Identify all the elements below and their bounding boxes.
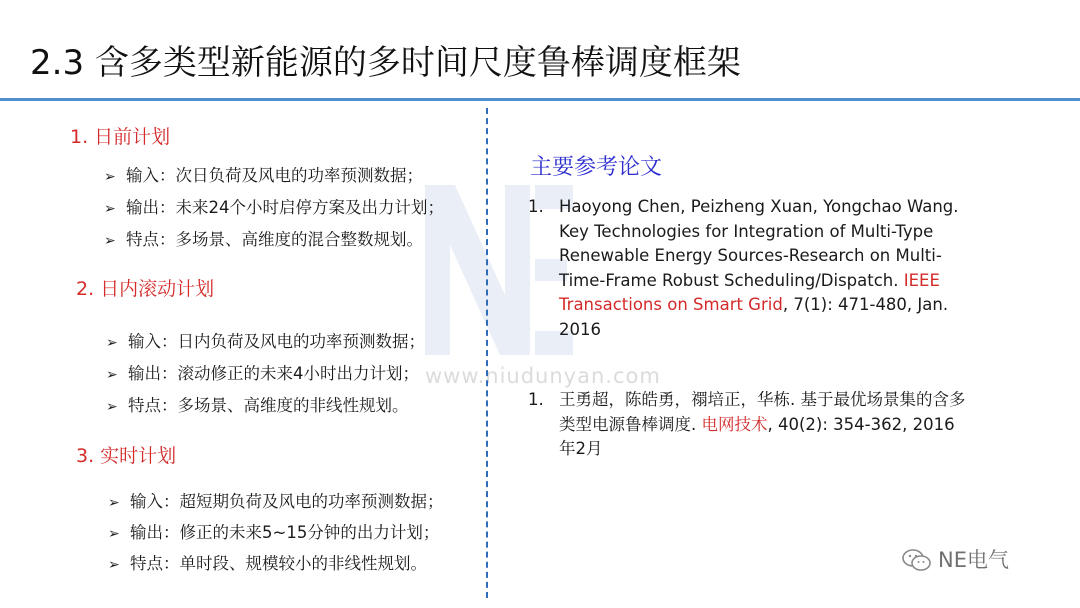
reference-item [528, 195, 968, 342]
arrow-bullet-icon: ➢ [104, 233, 116, 249]
page-title: 2.3 含多类型新能源的多时间尺度鲁棒调度框架 [30, 43, 741, 83]
reference-tail: , 7(1): 471-480, Jan. 2016 [559, 295, 949, 339]
reference-item [528, 388, 968, 462]
reference-venue: 电网技术 [701, 414, 768, 434]
list-item: ➢ 特点：多场景、高维度的混合整数规划。 [104, 230, 423, 249]
section-heading-intraday: 2. 日内滚动计划 [76, 278, 215, 300]
list-item: ➢ 特点：单时段、规模较小的非线性规划。 [108, 554, 427, 573]
list-item: ➢ 输出：未来24个小时启停方案及出力计划； [104, 198, 444, 217]
reference-venue: IEEE Transactions on Smart Grid [559, 270, 940, 314]
watermark-url: www.niudunyan.com [425, 364, 661, 388]
list-item: ➢ 输出：修正的未来5~15分钟的出力计划； [108, 523, 440, 542]
arrow-bullet-icon: ➢ [106, 399, 118, 415]
reference-number: 1. [528, 390, 544, 409]
title-underline [0, 98, 1080, 101]
list-item: ➢ 输入：超短期负荷及风电的功率预测数据； [108, 492, 444, 511]
arrow-bullet-icon: ➢ [108, 526, 120, 542]
reference-text: Haoyong Chen, Peizheng Xuan, Yongchao Wang. Key Technologies for Integration of Multi-Type Renewable Energy Sources-Research on Multi-Time-Frame Robust Scheduling/Dispatch. [559, 197, 959, 290]
arrow-bullet-icon: ➢ [106, 335, 118, 351]
list-item: ➢ 输入：日内负荷及风电的功率预测数据； [106, 332, 425, 351]
reference-text: 王勇超，陈皓勇，禤培正，华栋. 基于最优场景集的含多类型电源鲁棒调度. [559, 390, 966, 434]
arrow-bullet-icon: ➢ [108, 495, 120, 511]
wechat-account-logo [902, 544, 1009, 574]
wechat-icon [902, 548, 932, 574]
section-heading-day-ahead: 1. 日前计划 [70, 126, 171, 148]
reference-number: 1. [528, 197, 544, 216]
list-item: ➢ 输出：滚动修正的未来4小时出力计划； [106, 364, 419, 383]
column-divider [486, 108, 488, 598]
list-item: ➢ 特点：多场景、高维度的非线性规划。 [106, 396, 409, 415]
arrow-bullet-icon: ➢ [104, 169, 116, 185]
logo-text: NE电气 [938, 548, 1009, 572]
arrow-bullet-icon: ➢ [106, 367, 118, 383]
list-item: ➢ 输入：次日负荷及风电的功率预测数据； [104, 166, 423, 185]
reference-tail: , 40(2): 354-362, 2016年2月 [559, 414, 955, 458]
arrow-bullet-icon: ➢ [108, 557, 120, 573]
section-heading-realtime: 3. 实时计划 [76, 445, 177, 467]
arrow-bullet-icon: ➢ [104, 201, 116, 217]
references-heading: 主要参考论文 [530, 155, 663, 180]
